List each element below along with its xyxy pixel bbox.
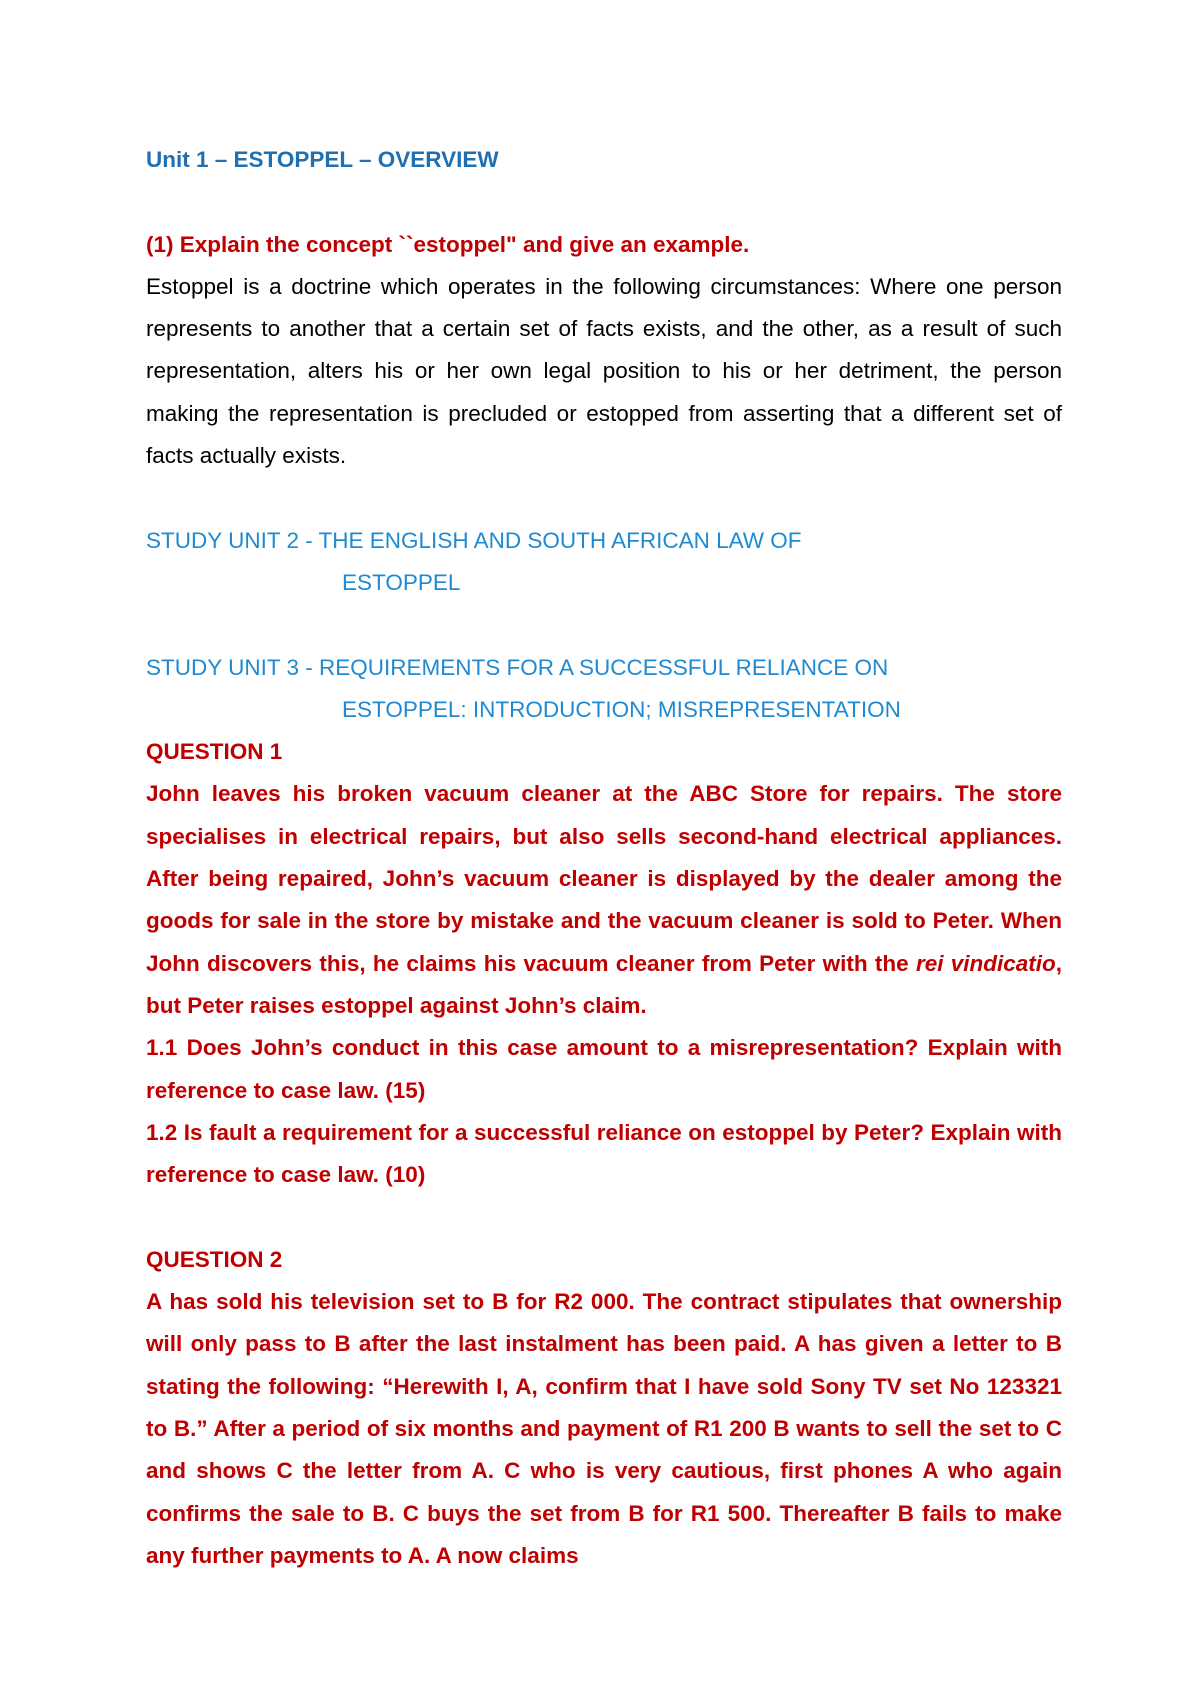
study-unit-2-heading: [146, 520, 1062, 605]
unit1-question: (1) Explain the concept ``estoppel" and give an example.: [146, 231, 750, 257]
question2-title: QUESTION 2: [146, 1246, 283, 1272]
question2-scenario: A has sold his television set to B for R2 000. The contract stipulates that ownership will only pass to B after the last instalment has been paid. A has given a letter to B stating the following: “Herewith I, A, confirm that I have sold Sony TV set No 123321 to B.” After a period of six months and payment of R1 200 B wants to sell the set to C and shows C the letter from A. C who is very cautious, first phones A who again confirms the sale to B. C buys the set from B for R1 500. Thereafter B fails to make any further payments to A. A now claims: [146, 1289, 1062, 1568]
question1-scenario-before: John leaves his broken vacuum cleaner at the ABC Store for repairs. The store specialises in electrical repairs, but also sells second-hand electrical appliances. After being repaired, John’s vacuum cleaner is displayed by the dealer among the goods for sale in the store by mistake and the vacuum cleaner is sold to Peter. When John discovers this, he claims his vacuum cleaner from Peter with the: [146, 781, 1062, 976]
question1-title: QUESTION 1: [146, 739, 283, 765]
question1-scenario-after: , but Peter raises estoppel against John’s claim.: [146, 950, 1063, 1018]
question1-scenario: [146, 773, 1062, 1027]
document-content: [146, 139, 1062, 1577]
study-unit-3-heading: [146, 647, 1062, 732]
spacer: [146, 181, 1062, 223]
study-unit-3-line1: STUDY UNIT 3 - REQUIREMENTS FOR A SUCCESSFUL RELIANCE ON: [146, 654, 889, 680]
spacer: [146, 604, 1062, 646]
unit1-answer: Estoppel is a doctrine which operates in the following circumstances: Where one person represents to another that a certain set of facts exists, and the other, as a result of such representation, alters his or her own legal position to his or her detriment, the person making the representation is precluded or estopped from asserting that a different set of facts actually exists.: [146, 273, 1062, 469]
study-unit-2-line2: ESTOPPEL: [342, 569, 461, 595]
unit1-title: Unit 1 – ESTOPPEL – OVERVIEW: [146, 147, 499, 172]
question1-part1: 1.1 Does John’s conduct in this case amount to a misrepresentation? Explain with reference to case law. (15): [146, 1035, 1062, 1103]
question1-scenario-italic: rei vindicatio: [915, 950, 1056, 976]
spacer: [146, 477, 1062, 519]
study-unit-3-line2: ESTOPPEL: INTRODUCTION; MISREPRESENTATION: [342, 696, 901, 722]
study-unit-2-line1: STUDY UNIT 2 - THE ENGLISH AND SOUTH AFRICAN LAW OF: [146, 527, 802, 553]
spacer: [146, 1196, 1062, 1238]
question1-part2: 1.2 Is fault a requirement for a successful reliance on estoppel by Peter? Explain with reference to case law. (10): [146, 1119, 1062, 1188]
